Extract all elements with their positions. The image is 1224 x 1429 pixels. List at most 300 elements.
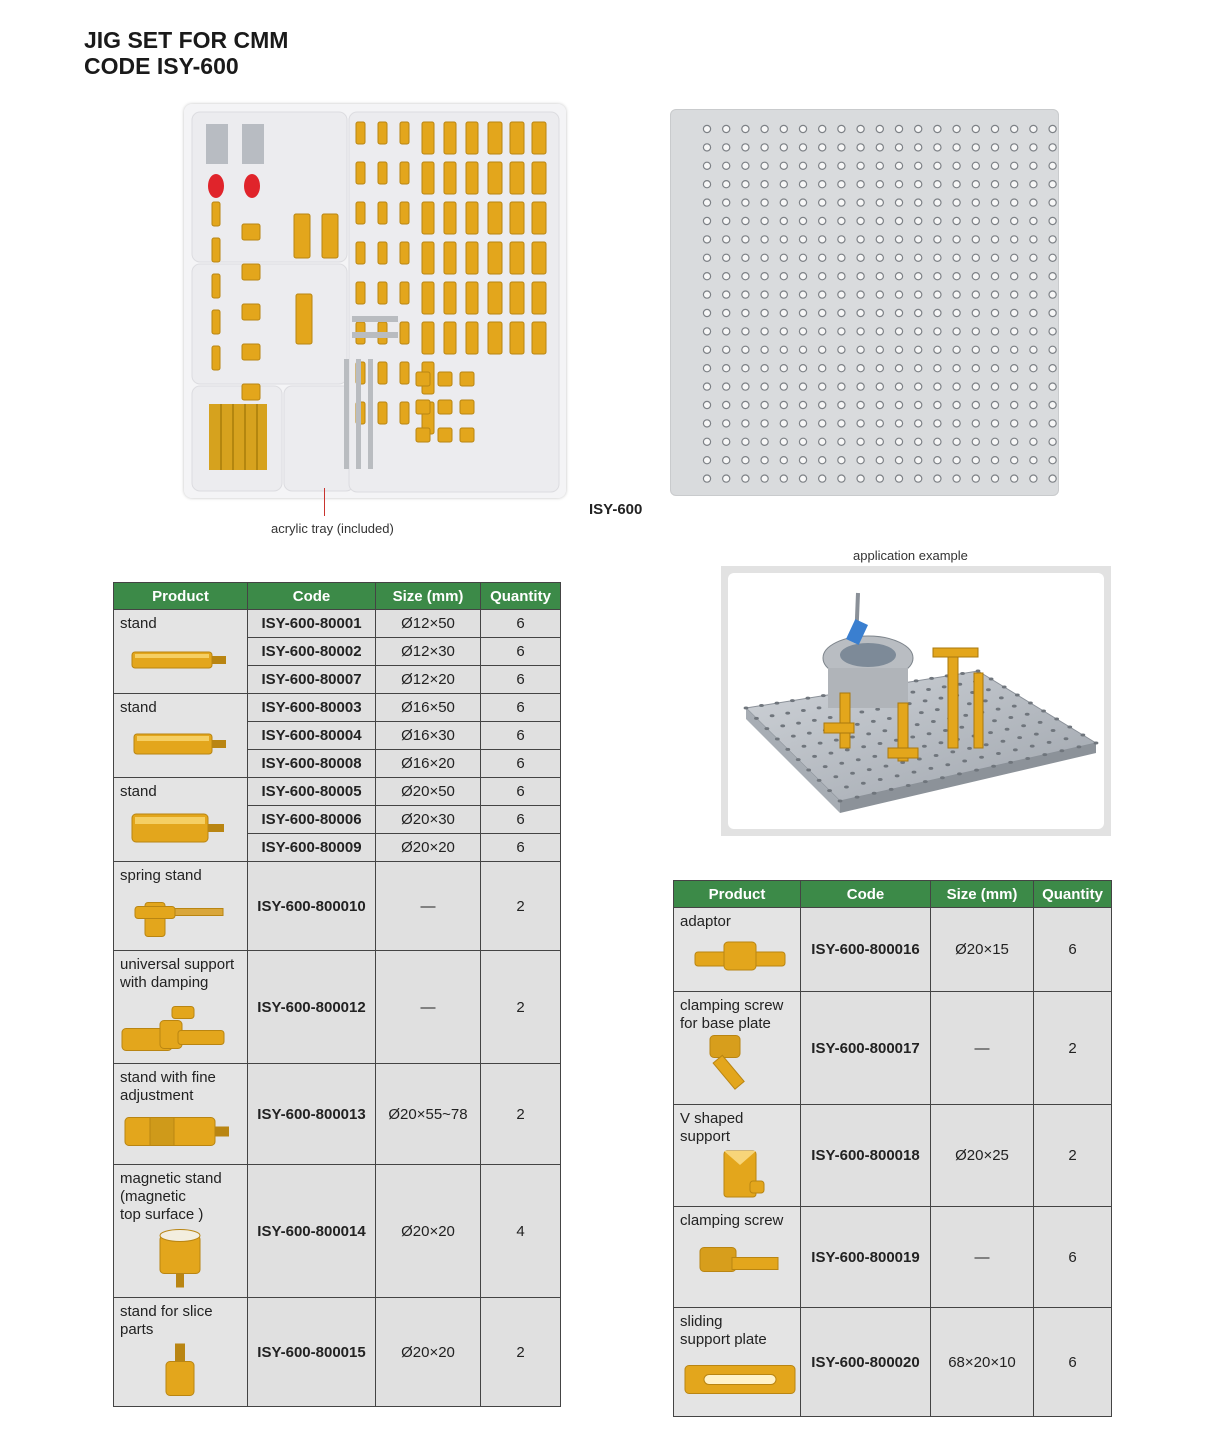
plate-hole (972, 125, 979, 132)
plate-hole (723, 365, 730, 372)
application-plate-hole (1017, 736, 1022, 739)
plate-hole (1011, 162, 1018, 169)
plate-hole (1030, 346, 1037, 353)
plate-hole (1049, 254, 1056, 261)
tray-part (460, 428, 474, 442)
plate-hole (780, 199, 787, 206)
plate-hole (953, 199, 960, 206)
tray-part (378, 242, 387, 264)
application-plate-hole (818, 742, 823, 745)
plate-hole (953, 420, 960, 427)
plate-hole (1049, 383, 1056, 390)
application-plate-hole (923, 699, 928, 702)
application-plate-hole (828, 716, 833, 719)
plate-hole (819, 236, 826, 243)
tray-part (212, 310, 220, 334)
plate-hole (1049, 438, 1056, 445)
application-plate-hole (900, 761, 905, 764)
tray-part (510, 202, 524, 234)
application-plate-hole (957, 772, 962, 775)
product-label: V shaped support (680, 1110, 744, 1145)
plate-hole (895, 457, 902, 464)
plate-hole (972, 457, 979, 464)
plate-hole (1030, 291, 1037, 298)
plate-hole (1011, 144, 1018, 151)
stand-wide-icon (118, 717, 242, 771)
application-plate-hole (872, 792, 877, 795)
plate-hole (761, 217, 768, 224)
plate-hole (742, 181, 749, 188)
plate-hole (895, 438, 902, 445)
quantity-cell: 6 (481, 750, 561, 778)
tray-part (400, 202, 409, 224)
application-plate-hole (974, 769, 979, 772)
plate-hole (1011, 383, 1018, 390)
plate-hole (703, 199, 710, 206)
code-cell: ISY-600-800019 (801, 1207, 931, 1308)
plate-hole (703, 475, 710, 482)
plate-hole (723, 346, 730, 353)
quantity-cell: 2 (481, 1298, 561, 1407)
application-plate-hole (785, 712, 790, 715)
plate-hole (780, 144, 787, 151)
application-plate-hole (887, 717, 892, 720)
application-plate-hole (871, 720, 876, 723)
plate-hole (723, 144, 730, 151)
application-plate-hole (790, 699, 795, 702)
tray-part (444, 122, 456, 154)
product-image (114, 1339, 247, 1400)
size-cell: Ø16×50 (376, 694, 481, 722)
plate-hole (876, 420, 883, 427)
plate-hole (895, 328, 902, 335)
plate-hole (991, 420, 998, 427)
right-1-product-cell (674, 992, 801, 1105)
plate-hole (972, 309, 979, 316)
plate-hole (895, 401, 902, 408)
plate-hole (876, 217, 883, 224)
product-image (674, 1033, 800, 1098)
plate-hole (972, 328, 979, 335)
table-row (114, 1064, 561, 1165)
left-0-product-cell (114, 610, 248, 694)
code-cell: ISY-600-80005 (248, 778, 376, 806)
quantity-cell: 6 (481, 638, 561, 666)
plate-hole (972, 217, 979, 224)
plate-hole (742, 401, 749, 408)
quantity-cell: 2 (1034, 1105, 1112, 1207)
application-plate-hole (963, 714, 968, 717)
application-plate-hole (834, 739, 839, 742)
plate-hole (895, 144, 902, 151)
tray-part (416, 400, 430, 414)
application-plate-hole (939, 741, 944, 744)
plate-hole (895, 309, 902, 316)
plate-hole (895, 365, 902, 372)
plate-hole (723, 125, 730, 132)
plate-hole (934, 475, 941, 482)
plate-hole (972, 236, 979, 243)
plate-hole (761, 125, 768, 132)
plate-hole (934, 420, 941, 427)
plate-hole (838, 328, 845, 335)
plate-hole (1011, 236, 1018, 243)
magnetic-icon (118, 1224, 242, 1291)
table-row (114, 1165, 561, 1298)
plate-hole (1011, 420, 1018, 427)
application-plate-hole (1025, 713, 1030, 716)
plate-hole (761, 236, 768, 243)
code-cell: ISY-600-800018 (801, 1105, 931, 1207)
tray-part (400, 162, 409, 184)
plate-hole (934, 401, 941, 408)
product-label: spring stand (120, 867, 202, 884)
plate-hole (761, 475, 768, 482)
plate-hole (723, 217, 730, 224)
plate-hole (991, 475, 998, 482)
product-image (674, 1146, 800, 1200)
plate-hole (895, 181, 902, 188)
plate-hole (972, 438, 979, 445)
tray-part (466, 162, 478, 194)
plate-hole (915, 181, 922, 188)
plate-hole (742, 475, 749, 482)
tray-part (488, 162, 502, 194)
plate-hole (819, 291, 826, 298)
product-image (114, 1105, 247, 1158)
plate-hole (876, 181, 883, 188)
plate-hole (780, 383, 787, 390)
plate-hole (991, 144, 998, 151)
plate-hole (876, 328, 883, 335)
plate-hole (703, 401, 710, 408)
plate-hole (780, 346, 787, 353)
table-row (674, 1207, 1112, 1308)
plate-hole (838, 291, 845, 298)
stand-thick-icon (118, 801, 242, 855)
plate-hole (857, 291, 864, 298)
plate-hole (1030, 475, 1037, 482)
plate-hole (953, 273, 960, 280)
application-plate-hole (855, 723, 860, 726)
plate-hole (991, 273, 998, 280)
application-plate-hole (856, 758, 861, 761)
plate-hole (780, 475, 787, 482)
application-plate-hole (817, 706, 822, 709)
application-plate-hole (983, 699, 988, 702)
application-plate-hole (1008, 716, 1013, 719)
application-plate-hole (929, 677, 934, 680)
plate-hole (1030, 309, 1037, 316)
plate-hole (723, 181, 730, 188)
grid-base-plate-image (670, 109, 1059, 496)
code-cell: ISY-600-80001 (248, 610, 376, 638)
plate-hole (972, 475, 979, 482)
product-image (114, 885, 247, 944)
tray-part (460, 400, 474, 414)
plate-hole (991, 365, 998, 372)
plate-hole (1030, 199, 1037, 206)
plate-hole (819, 401, 826, 408)
plate-hole (991, 181, 998, 188)
plate-hole (857, 309, 864, 316)
plate-hole (742, 309, 749, 316)
plate-hole (876, 236, 883, 243)
plate-hole (1011, 365, 1018, 372)
plate-hole (1011, 217, 1018, 224)
plate-hole (953, 438, 960, 445)
application-plate-hole (999, 696, 1004, 699)
plate-hole (1049, 236, 1056, 243)
plate-hole (934, 254, 941, 261)
plate-hole (934, 346, 941, 353)
size-cell: Ø20×15 (931, 908, 1034, 992)
title-line-1: JIG SET FOR CMM (84, 27, 289, 53)
tray-part (294, 214, 310, 258)
product-label: universal support with damping (120, 956, 235, 991)
plate-hole (915, 475, 922, 482)
plate-hole (953, 401, 960, 408)
plate-hole (857, 144, 864, 151)
application-plate-hole (928, 767, 933, 770)
plate-hole (953, 236, 960, 243)
code-cell: ISY-600-800015 (248, 1298, 376, 1407)
plate-hole (876, 162, 883, 169)
plate-hole (934, 291, 941, 298)
size-cell: Ø20×20 (376, 1165, 481, 1298)
plate-hole (1030, 181, 1037, 188)
left-3-product-cell (114, 862, 248, 951)
plate-hole (742, 328, 749, 335)
plate-hole (819, 328, 826, 335)
plate-hole (742, 144, 749, 151)
plate-hole (857, 401, 864, 408)
plate-hole (761, 401, 768, 408)
code-cell: ISY-600-800013 (248, 1064, 376, 1165)
tray-part (378, 362, 387, 384)
plate-hole (799, 457, 806, 464)
plate-hole (972, 401, 979, 408)
tray-part (242, 344, 260, 360)
plate-hole (703, 365, 710, 372)
tray-pointer-line (324, 488, 325, 516)
application-plate-hole (838, 800, 843, 803)
plate-hole (780, 181, 787, 188)
tray-part (532, 202, 546, 234)
plate-hole (1030, 125, 1037, 132)
plate-hole (703, 328, 710, 335)
application-plate-hole (844, 785, 849, 788)
application-plate-hole (775, 702, 780, 705)
plate-hole (761, 438, 768, 445)
plate-hole (838, 236, 845, 243)
plate-hole (934, 217, 941, 224)
plate-hole (799, 181, 806, 188)
plate-hole (991, 236, 998, 243)
application-plate-hole (859, 711, 864, 714)
plate-hole (761, 254, 768, 261)
vshape-icon (678, 1146, 802, 1200)
tray-part (510, 242, 524, 274)
application-plate-hole (967, 747, 972, 750)
plate-hole (915, 328, 922, 335)
code-cell: ISY-600-80002 (248, 638, 376, 666)
application-plate-hole (1028, 702, 1033, 705)
plate-hole (799, 328, 806, 335)
plate-hole (742, 254, 749, 261)
tray-part (422, 242, 434, 274)
quantity-cell: 6 (1034, 908, 1112, 992)
plate-hole (819, 438, 826, 445)
plate-hole (915, 309, 922, 316)
acrylic-tray-image (184, 104, 566, 498)
plate-holes-illustration (671, 110, 1058, 495)
plate-hole (780, 291, 787, 298)
plate-hole (991, 438, 998, 445)
plate-hole (876, 346, 883, 353)
plate-hole (915, 291, 922, 298)
size-cell: — (931, 992, 1034, 1105)
plate-hole (1049, 144, 1056, 151)
plate-hole (761, 199, 768, 206)
plate-hole (953, 309, 960, 316)
size-cell: — (376, 951, 481, 1064)
plate-hole (799, 254, 806, 261)
plate-hole (1049, 199, 1056, 206)
plate-hole (972, 199, 979, 206)
table-row (674, 1308, 1112, 1417)
plate-hole (761, 291, 768, 298)
plate-hole (857, 420, 864, 427)
plate-hole (857, 236, 864, 243)
plate-hole (953, 291, 960, 298)
plate-hole (934, 438, 941, 445)
plate-hole (857, 254, 864, 261)
plate-hole (703, 438, 710, 445)
plate-hole (819, 475, 826, 482)
product-image (674, 931, 800, 985)
size-cell: Ø20×20 (376, 834, 481, 862)
tray-part (532, 162, 546, 194)
model-label: ISY-600 (589, 501, 643, 518)
plate-hole (1011, 199, 1018, 206)
quantity-cell: 2 (481, 1064, 561, 1165)
tray-part (356, 162, 365, 184)
tray-part (466, 242, 478, 274)
tray-part (444, 282, 456, 314)
application-plate-hole (989, 678, 994, 681)
tray-part (356, 242, 365, 264)
plate-hole (1011, 475, 1018, 482)
plate-hole (799, 365, 806, 372)
application-plate-hole (940, 776, 945, 779)
size-cell: — (931, 1207, 1034, 1308)
plate-hole (799, 346, 806, 353)
tray-part (466, 322, 478, 354)
plate-hole (799, 309, 806, 316)
table-row (674, 908, 1112, 992)
tray-part (488, 202, 502, 234)
plate-hole (895, 162, 902, 169)
plate-hole (895, 254, 902, 261)
plate-hole (742, 291, 749, 298)
tray-part (422, 282, 434, 314)
code-cell: ISY-600-800020 (801, 1308, 931, 1417)
product-label: clamping screw for base plate (680, 997, 784, 1032)
plate-hole (876, 254, 883, 261)
adaptor-icon (678, 931, 802, 985)
application-plate-hole (855, 796, 860, 799)
tray-part (356, 202, 365, 224)
header-code: Code (801, 881, 931, 908)
application-plate-hole (823, 765, 828, 768)
application-plate-hole (812, 719, 817, 722)
plate-hole (934, 457, 941, 464)
plate-hole (857, 162, 864, 169)
application-plate-hole (1054, 718, 1059, 721)
plate-hole (723, 401, 730, 408)
code-cell: ISY-600-80004 (248, 722, 376, 750)
product-label: magnetic stand (magnetic top surface ) (120, 1170, 222, 1223)
tray-part (416, 428, 430, 442)
application-plate-hole (827, 789, 832, 792)
application-plate-hole (839, 762, 844, 765)
application-plate-hole (988, 731, 993, 734)
product-label: stand (120, 615, 157, 632)
plate-hole (876, 291, 883, 298)
plate-hole (1049, 125, 1056, 132)
plate-hole (857, 383, 864, 390)
plate-hole (857, 217, 864, 224)
plate-hole (838, 273, 845, 280)
plate-hole (915, 236, 922, 243)
application-plate-hole (962, 759, 967, 762)
left-4-product-cell (114, 951, 248, 1064)
plate-hole (838, 475, 845, 482)
plate-hole (857, 273, 864, 280)
spring-icon (118, 885, 242, 944)
application-plate-hole (1042, 753, 1047, 756)
application-plate-hole (802, 745, 807, 748)
plate-hole (915, 401, 922, 408)
code-cell: ISY-600-80009 (248, 834, 376, 862)
application-plate-hole (1005, 728, 1010, 731)
plate-hole (780, 254, 787, 261)
plate-hole (799, 291, 806, 298)
plate-hole (780, 236, 787, 243)
plate-hole (953, 217, 960, 224)
plate-hole (895, 420, 902, 427)
plate-hole (703, 457, 710, 464)
tray-part (460, 372, 474, 386)
application-plate-hole (992, 719, 997, 722)
plate-hole (799, 420, 806, 427)
plate-hole (819, 273, 826, 280)
tray-part (438, 428, 452, 442)
plate-hole (1030, 383, 1037, 390)
plate-hole (857, 199, 864, 206)
tray-part (378, 202, 387, 224)
plate-hole (838, 217, 845, 224)
plate-hole (1049, 273, 1056, 280)
plate-hole (895, 475, 902, 482)
plate-hole (1030, 236, 1037, 243)
quantity-cell: 6 (481, 834, 561, 862)
plate-hole (742, 162, 749, 169)
plate-hole (934, 309, 941, 316)
application-plate-hole (1038, 721, 1043, 724)
tray-part (510, 282, 524, 314)
